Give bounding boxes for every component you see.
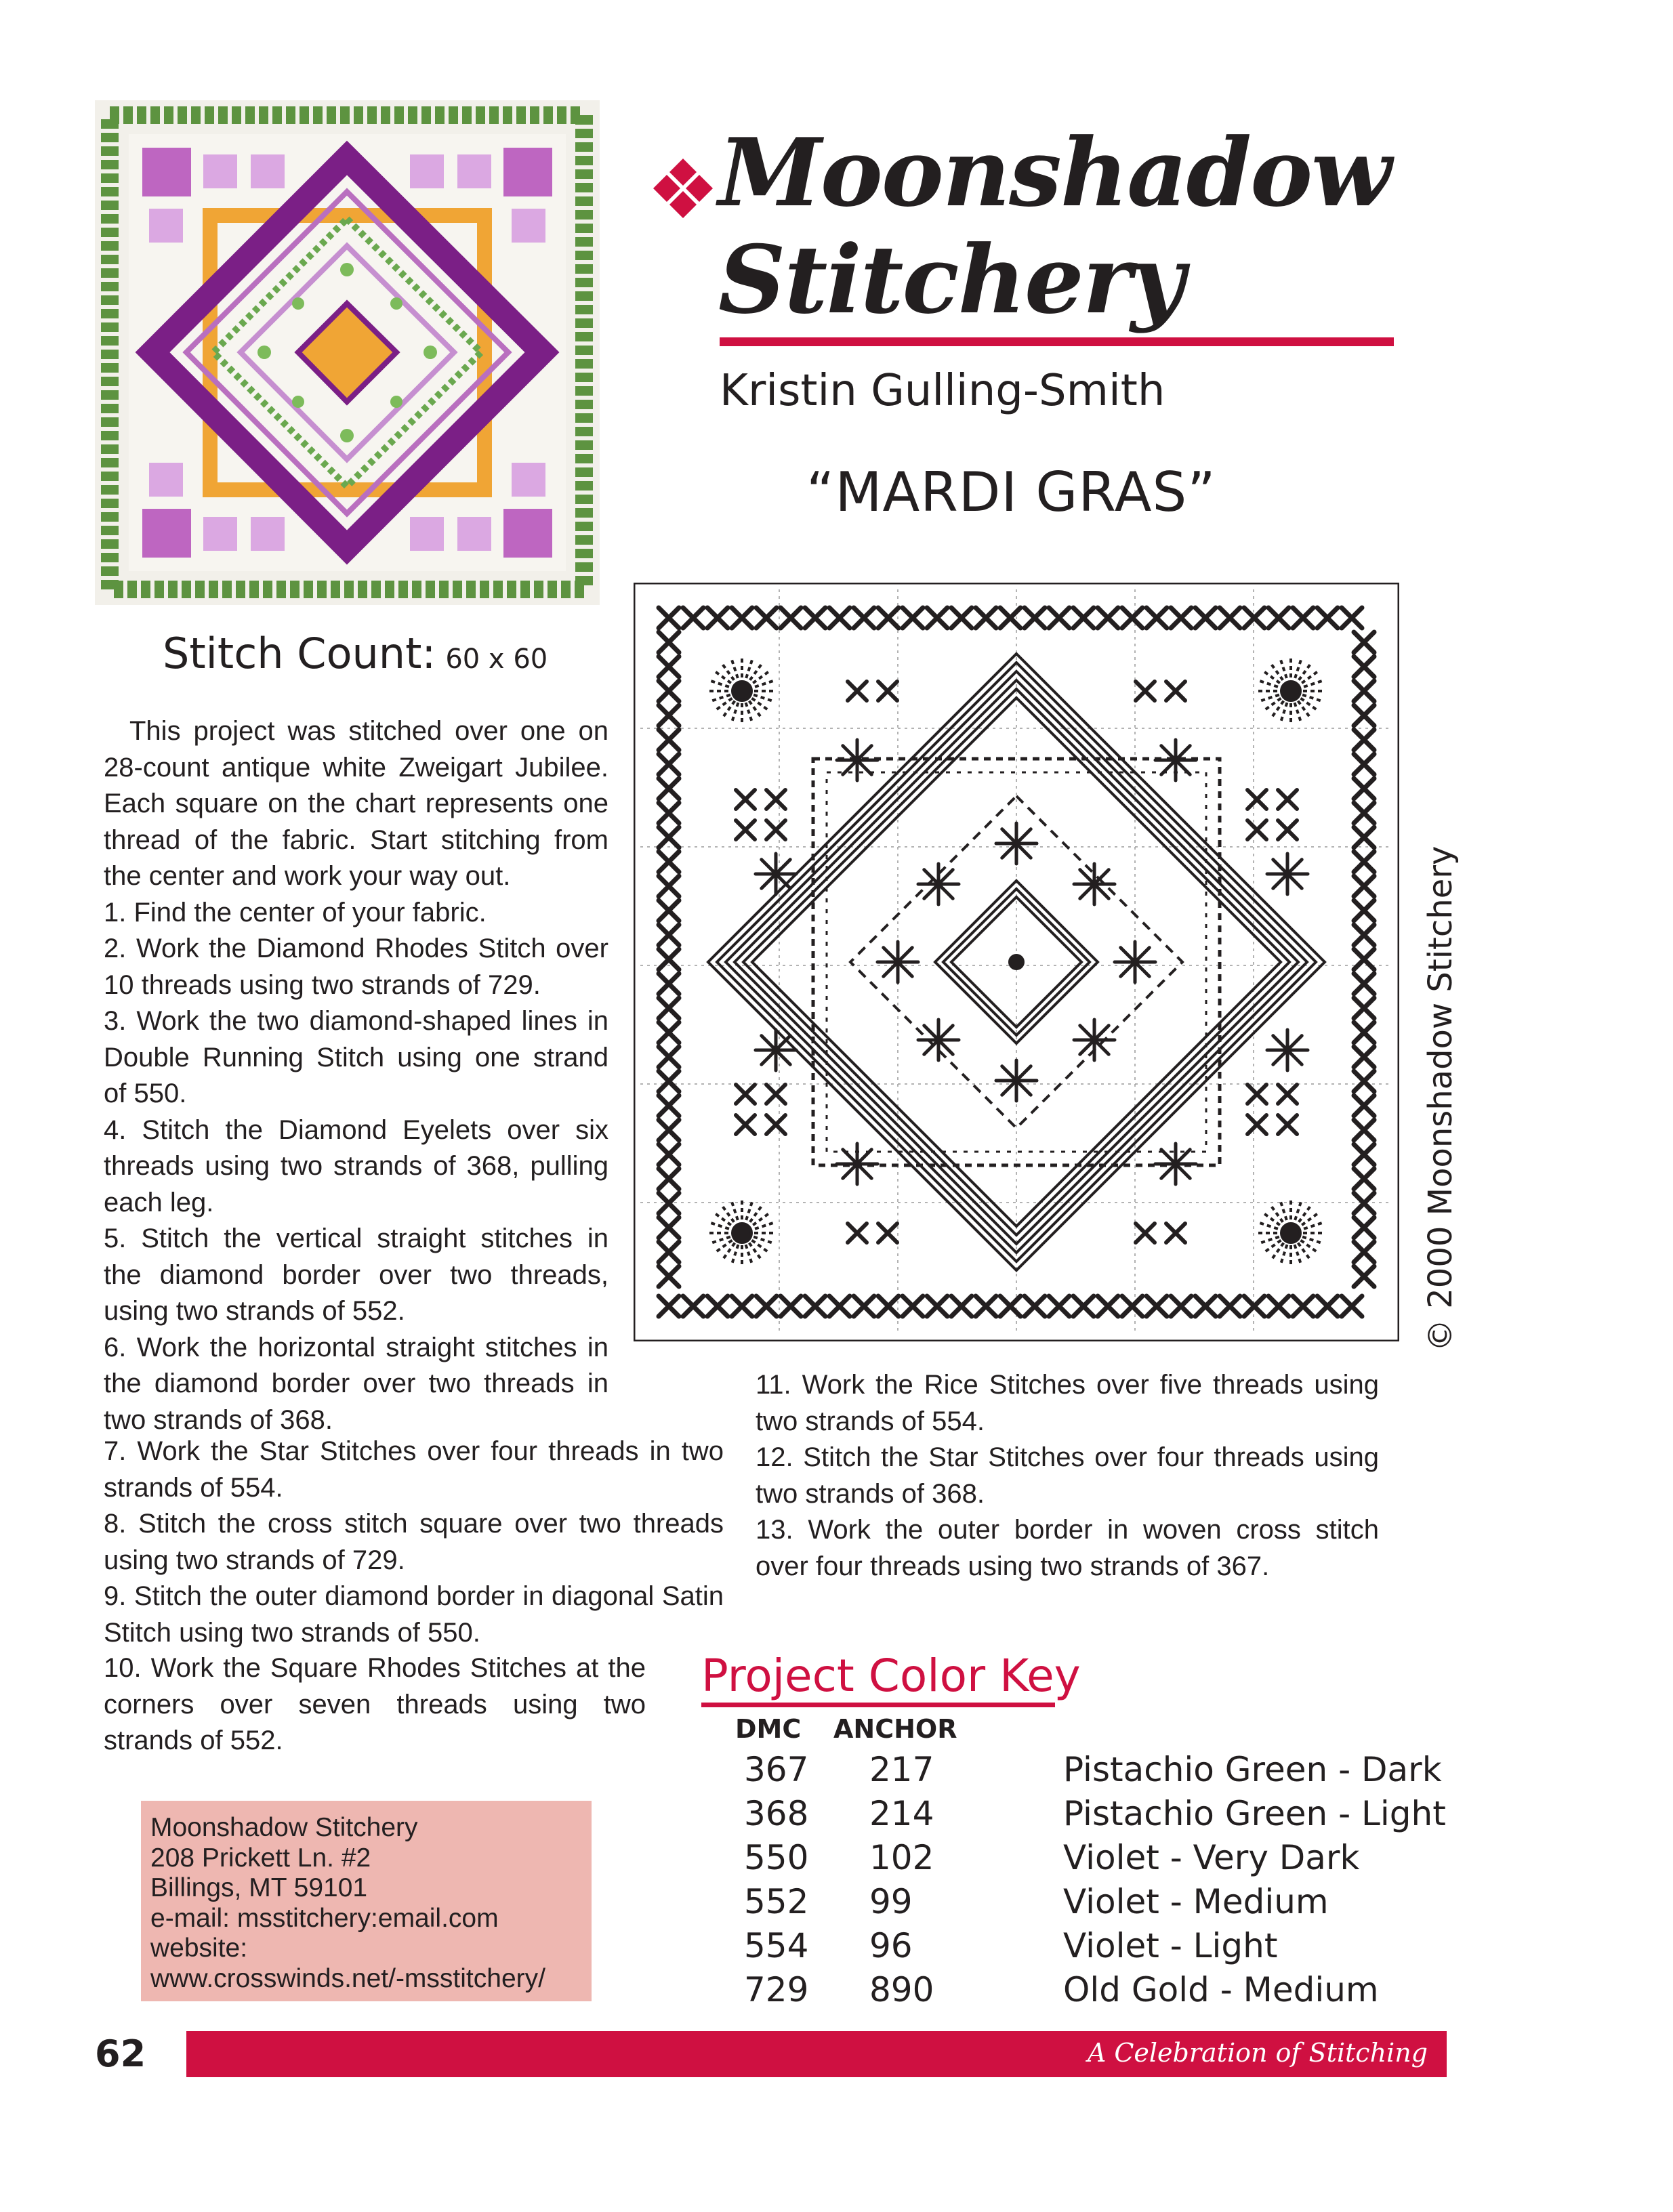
author-name: Kristin Gulling-Smith <box>720 366 1165 416</box>
color-key-row <box>744 1968 1446 2012</box>
instruction-step: 3. Work the two diamond-shaped lines in Double Running Stitch using one strand of 550. <box>104 1006 608 1108</box>
instruction-step: 9. Stitch the outer diamond border in diagonal Satin Stitch using two strands of 550. <box>104 1581 724 1648</box>
dmc-number: 550 <box>744 1838 809 1877</box>
dmc-number: 729 <box>744 1970 809 2009</box>
stitch-count-label: Stitch Count: <box>163 629 436 678</box>
instructions-narrow <box>104 1650 646 1759</box>
photo-illustration <box>95 100 600 605</box>
address-city: Billings, MT 59101 <box>150 1873 368 1902</box>
square-rhodes-center <box>1281 682 1300 701</box>
anchor-number: 890 <box>869 1970 934 2009</box>
chart-center-eyelet <box>1010 955 1023 969</box>
footer-bar <box>186 2031 1447 2077</box>
page-number: 62 <box>95 2032 146 2075</box>
dmc-number: 368 <box>744 1794 809 1833</box>
address-website-url: www.crosswinds.net/-msstitchery/ <box>150 1963 545 1993</box>
square-rhodes-center <box>732 682 751 701</box>
address-email: e-mail: msstitchery:email.com <box>150 1903 499 1933</box>
copyright-notice: © 2000 Moonshadow Stitchery <box>1422 846 1460 1352</box>
instruction-step: 8. Stitch the cross stitch square over two threads using two strands of 729. <box>104 1509 724 1575</box>
instruction-step: 2. Work the Diamond Rhodes Stitch over 10 threads using two strands of 729. <box>104 934 608 1000</box>
dmc-number: 554 <box>744 1926 809 1965</box>
color-key-row <box>744 1880 1446 1924</box>
color-name: Pistachio Green - Light <box>1063 1794 1446 1833</box>
anchor-number: 99 <box>869 1882 913 1921</box>
stitch-chart-diagram <box>634 583 1399 1341</box>
color-name: Pistachio Green - Dark <box>1063 1750 1442 1789</box>
instruction-step: 12. Stitch the Star Stitches over four threads using two strands of 368. <box>756 1442 1379 1509</box>
stitch-count <box>163 629 548 678</box>
project-name: “MARDI GRAS” <box>806 461 1216 524</box>
color-name: Violet - Medium <box>1063 1882 1329 1921</box>
instruction-step: 7. Work the Star Stitches over four threads in two strands of 554. <box>104 1436 724 1503</box>
publication-name: A Celebration of Stitching <box>1087 2038 1428 2068</box>
color-key-row <box>744 1792 1446 1836</box>
instructions-wide <box>104 1434 724 1651</box>
square-rhodes-center <box>732 1224 751 1243</box>
stitch-chart <box>634 583 1399 1341</box>
instruction-step: 4. Stitch the Diamond Eyelets over six threads using two strands of 368, pulling each leg. <box>104 1114 608 1217</box>
instruction-step: 11. Work the Rice Stitches over five threads using two strands of 554. <box>756 1370 1379 1436</box>
anchor-number: 102 <box>869 1838 934 1877</box>
title-underline <box>720 337 1394 346</box>
color-key-table <box>744 1748 1446 2012</box>
color-key-row <box>744 1924 1446 1968</box>
dmc-header: DMC <box>735 1714 802 1744</box>
address-company: Moonshadow Stitchery <box>150 1813 418 1842</box>
instructions-column <box>104 713 608 1438</box>
anchor-number: 96 <box>869 1926 913 1965</box>
color-key-title: Project Color Key <box>701 1650 1081 1702</box>
square-rhodes-center <box>1281 1224 1300 1243</box>
dmc-number: 552 <box>744 1882 809 1921</box>
title-line-1: Moonshadow <box>718 117 1390 228</box>
instructions-intro: This project was stitched over one on 28-count antique white Zweigart Jubilee. Each square on the chart represents one thread of the fabric. Start stitching from the center and work your way out. <box>104 716 608 891</box>
color-name: Violet - Very Dark <box>1063 1838 1360 1877</box>
color-name: Old Gold - Medium <box>1063 1970 1379 2009</box>
instruction-step: 5. Stitch the vertical straight stitches in the diamond border over two threads, using two strands of 552. <box>104 1224 608 1326</box>
color-key-row <box>744 1836 1446 1880</box>
address-box <box>141 1801 592 2001</box>
instruction-step: 6. Work the horizontal straight stitches in the diamond border over two threads in two strands of 368. <box>104 1332 608 1435</box>
color-key-header <box>735 1714 957 1744</box>
title-line-2: Stitchery <box>718 224 1184 335</box>
dmc-number: 367 <box>744 1750 809 1789</box>
address-website-label: website: <box>150 1934 248 1963</box>
four-diamonds-icon <box>650 156 716 221</box>
instructions-right <box>756 1367 1379 1585</box>
instruction-step: 10. Work the Square Rhodes Stitches at the corners over seven threads using two strands of 552. <box>104 1653 646 1755</box>
anchor-header: ANCHOR <box>833 1714 957 1744</box>
color-key-underline <box>701 1703 1055 1707</box>
color-name: Violet - Light <box>1063 1926 1278 1965</box>
instruction-step: 1. Find the center of your fabric. <box>104 897 487 927</box>
anchor-number: 214 <box>869 1794 934 1833</box>
address-street: 208 Prickett Ln. #2 <box>150 1843 371 1873</box>
instruction-step: 13. Work the outer border in woven cross stitch over four threads using two strands of 367. <box>756 1515 1379 1581</box>
stitch-count-value: 60 x 60 <box>445 644 548 675</box>
finished-piece-photo <box>95 100 600 605</box>
color-key-row <box>744 1748 1446 1792</box>
anchor-number: 217 <box>869 1750 934 1789</box>
